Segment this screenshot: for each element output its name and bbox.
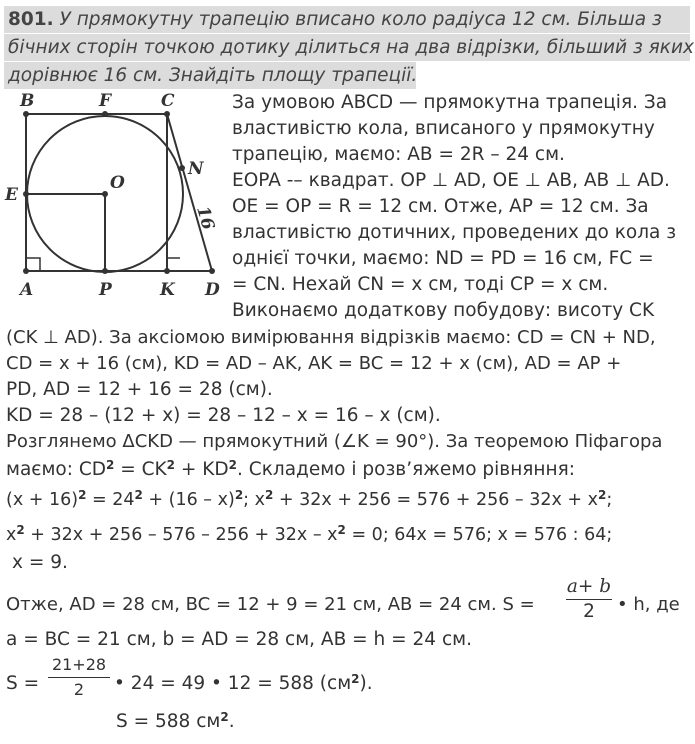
numeric-fraction-denominator: 2	[73, 680, 85, 699]
solution-line-4: EOPA -– квадрат. OP ⊥ AD, OE ⊥ AB, AB ⊥ AD.	[232, 170, 670, 191]
solution-line-21-tail: • 24 = 49 • 12 = 588 $(см^2)$.	[114, 672, 373, 694]
solution-line-21-start: S =	[6, 673, 40, 694]
label-o: O	[110, 173, 125, 193]
solution-line-19-text: Отже, AD = 28 см, BC = 12 + 9 = 21 см, AB = 24 см. S =	[6, 594, 535, 615]
point-o	[102, 191, 108, 197]
problem-line-3: дорівнює 16 см. Знайдіть площу трапеції.	[4, 62, 416, 89]
solution-line-6: властивістю дотичних, проведених до кола з	[232, 222, 677, 243]
fraction-denominator: 2	[583, 601, 595, 622]
solution-line-20: a = BC = 21 см, b = AD = 28 см, AB = h = 24 см.	[6, 629, 472, 650]
point-n	[179, 165, 185, 171]
fraction-numerator: a+ b	[566, 576, 612, 597]
solution-line-2: властивістю кола, вписаного у прямокутну	[232, 118, 655, 139]
final-answer: S = 588 $см^2$.	[116, 710, 235, 732]
solution-line-19-tail: • h, де	[617, 594, 680, 615]
numeric-fraction-numerator: 21+28	[51, 655, 107, 674]
trapezoid-figure	[0, 88, 232, 300]
numeric-fraction	[48, 655, 110, 700]
solution-line-16: $(x + 16)^2 = 24^2 + (16 - x)^2$; $x^2 + 32x + 256 = 576 + 256 - 32x + x^2$;	[6, 488, 613, 510]
label-c: C	[161, 91, 175, 111]
label-side-16: 16	[192, 203, 218, 233]
solution-line-14: Розглянемо ΔCKD — прямокутний (∠K = 90°). За теоремою Піфагора	[6, 431, 663, 452]
solution-line-18: x = 9.	[12, 552, 68, 573]
point-k	[164, 268, 170, 274]
label-f: F	[99, 91, 112, 111]
fraction-bar	[566, 599, 612, 600]
label-e: E	[5, 185, 18, 205]
solution-line-10: (CK ⊥ AD). За аксіомою вимірювання відрізків маємо: CD = CN + ND,	[6, 327, 656, 348]
solution-line-13: KD = 28 – (12 + x) = 28 – 12 – x = 16 – x (см).	[6, 405, 441, 426]
label-p: P	[99, 280, 112, 300]
point-a	[23, 268, 29, 274]
point-d	[209, 268, 215, 274]
problem-line-2: бічних сторін точкою дотику ділиться на два відрізки, більший з яких	[4, 34, 690, 61]
point-c	[164, 111, 170, 117]
label-k: K	[160, 280, 175, 300]
numeric-fraction-bar	[48, 677, 110, 678]
solution-line-12: PD, AD = 12 + 16 = 28 (см).	[6, 379, 273, 400]
solution-line-15: маємо: $CD^2 = CK^2 + KD^2$. Складемо і розв’яжемо рівняння:	[6, 458, 575, 480]
area-formula-fraction	[566, 577, 612, 622]
solution-line-5: OE = OP = R = 12 см. Отже, AP = 12 см. За	[232, 196, 649, 217]
solution-line-1: За умовою ABCD — прямокутна трапеція. За	[232, 92, 668, 113]
solution-line-7: однієї точки, маємо: ND = PD = 16 см, FC =	[232, 248, 654, 269]
label-d: D	[205, 280, 220, 300]
solution-line-3: трапецію, маємо: AB = 2R – 24 см.	[232, 144, 565, 165]
point-e	[23, 191, 29, 197]
solution-line-8: = CN. Нехай CN = x см, тоді CP = x см.	[232, 274, 609, 295]
problem-line-1: 801. У прямокутну трапецію вписано коло радіуса 12 см. Більша з	[4, 6, 690, 33]
point-b	[23, 111, 29, 117]
label-a: A	[20, 280, 34, 300]
label-b: B	[20, 91, 35, 111]
problem-number: 801.	[8, 9, 54, 30]
label-n: N	[188, 159, 204, 179]
solution-line-9: Виконаємо додаткову побудову: висоту CK	[232, 300, 655, 321]
point-f	[102, 111, 108, 117]
solution-line-17: $x^2 + 32x + 256 - 576 - 256 + 32x - x^2 = 0$; 64x = 576; x = 576 : 64;	[6, 523, 613, 545]
solution-line-11: CD = x + 16 (см), KD = AD – AK, AK = BC = 12 + x (см), AD = AP +	[6, 353, 622, 374]
point-p	[102, 268, 108, 274]
